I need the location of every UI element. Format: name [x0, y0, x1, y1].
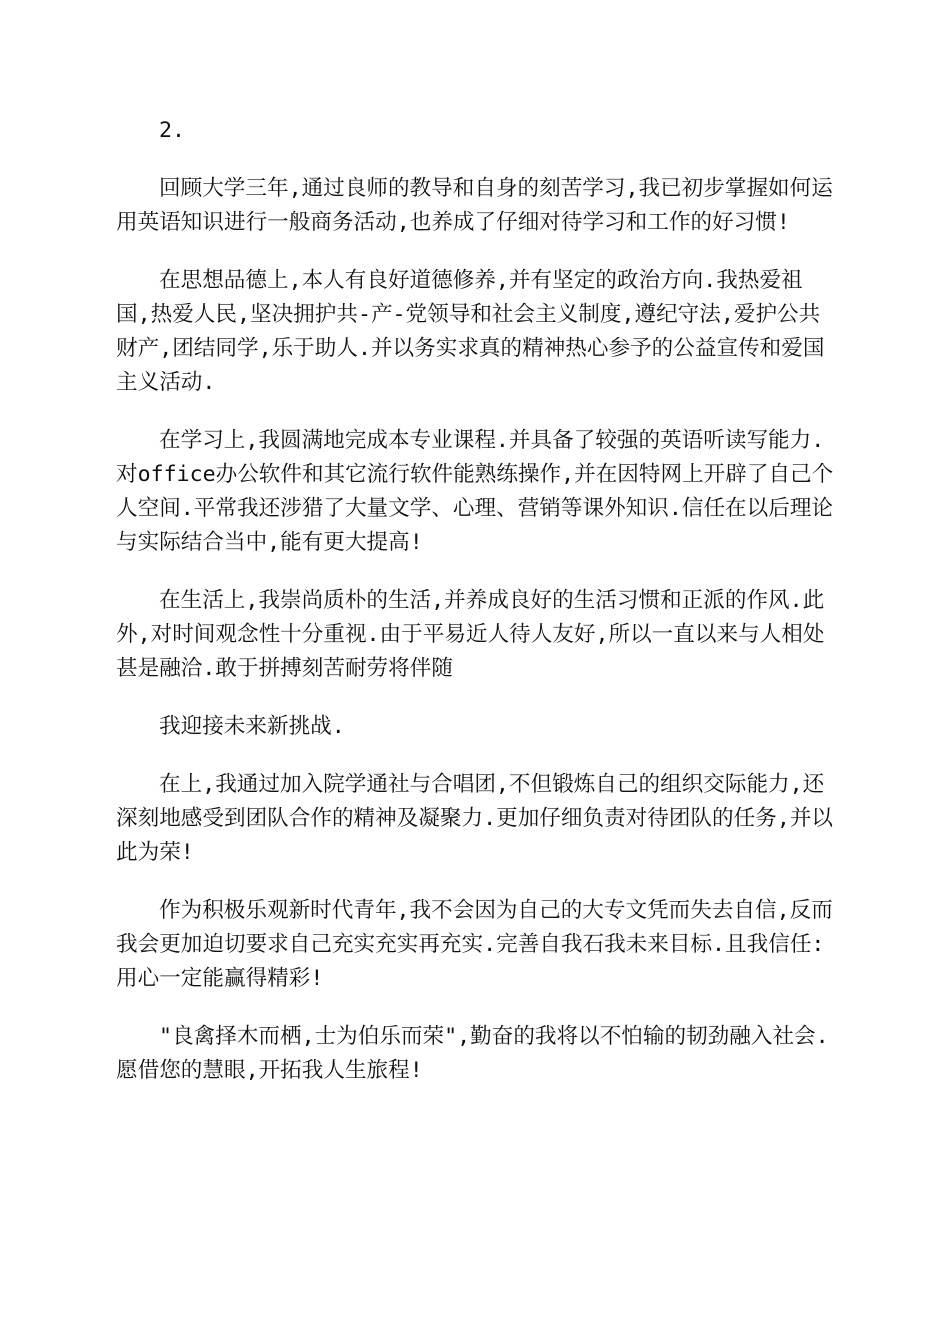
paragraph-review: 回顾大学三年,通过良师的教导和自身的刻苦学习,我已初步掌握如何运用英语知识进行一般商务活动,也养成了仔细对待学习和工作的好习惯! — [116, 176, 833, 235]
document-body — [116, 114, 836, 1112]
paragraph-closing: "良禽择木而栖,士为伯乐而荣",勤奋的我将以不怕输的韧劲融入社会.愿借您的慧眼,开拓我人生旅程! — [116, 1024, 829, 1083]
paragraph-life: 在生活上,我崇尚质朴的生活,并养成良好的生活习惯和正派的作风.此外,对时间观念性十分重视.由于平易近人待人友好,所以一直以来与人相处甚是融洽.敢于拼搏刻苦耐劳将伴随 — [116, 588, 825, 681]
paragraph-teamwork: 在上,我通过加入院学通社与合唱团,不但锻炼自己的组织交际能力,还深刻地感受到团队合作的精神及凝聚力.更加仔细负责对待团队的任务,并以此为荣! — [116, 772, 834, 865]
paragraph-challenge: 我迎接未来新挑战. — [159, 714, 345, 739]
paragraph-confidence: 作为积极乐观新时代青年,我不会因为自己的大专文凭而失去自信,反而我会更加迫切要求自己充实充实再充实.完善自我石我未来目标.且我信任:用心一定能赢得精彩! — [116, 898, 833, 991]
paragraph-study: 在学习上,我圆满地完成本专业课程.并具备了较强的英语听读写能力.对office办公软件和其它流行软件能熟练操作,并在因特网上开辟了自己个人空间.平常我还涉猎了大量文学、心理、营销等课外知识.信任在以后理论与实际结合当中,能有更大提高! — [116, 428, 834, 555]
paragraph-ideology: 在思想品德上,本人有良好道德修养,并有坚定的政治方向.我热爱祖国,热爱人民,坚决拥护共-产-党领导和社会主义制度,遵纪守法,爱护公共财产,团结同学,乐于助人.并以务实求真的精神热心参予的公益宣传和爱国主义活动. — [116, 268, 825, 395]
paragraph-number: 2. — [159, 118, 186, 143]
